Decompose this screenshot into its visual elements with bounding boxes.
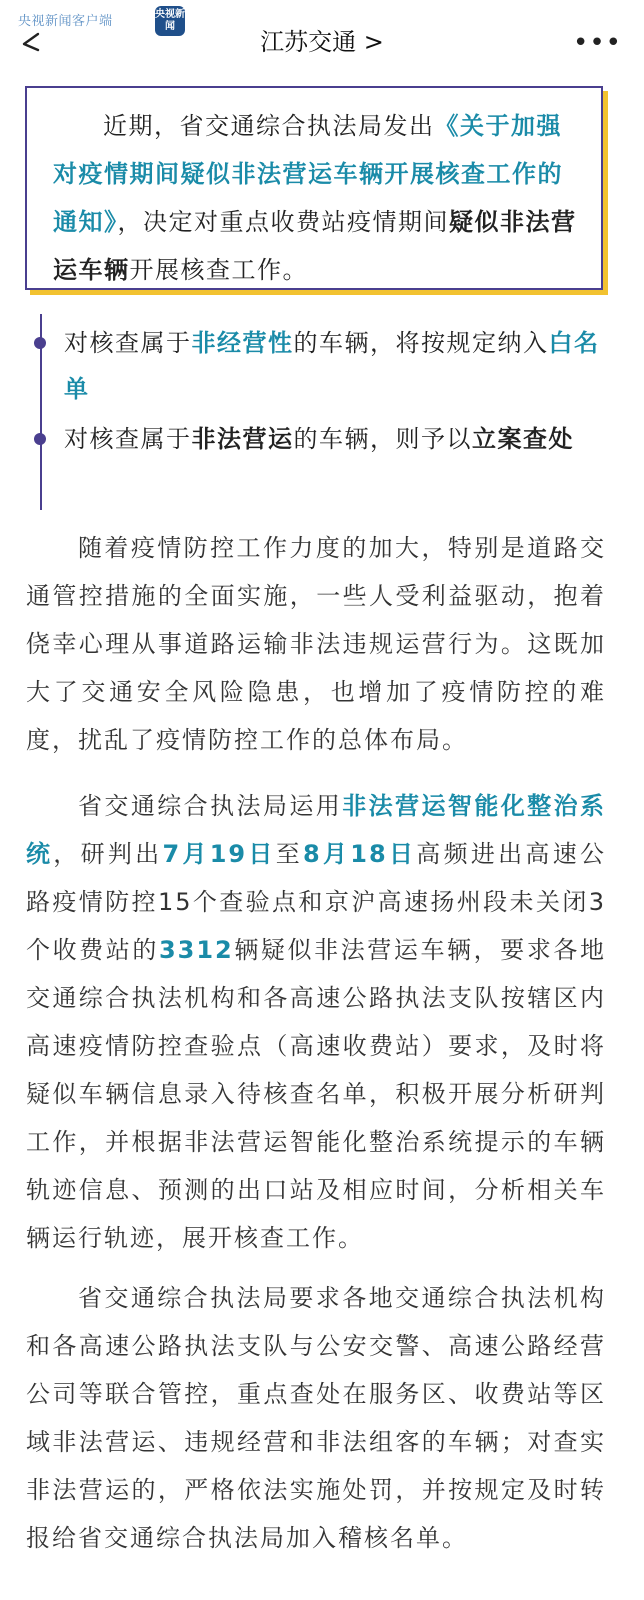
bullet-dot [34, 337, 46, 349]
bullet-highlight: 立案查处 [472, 425, 574, 453]
para-text: 至 [275, 840, 304, 868]
notice-highlight: 疑似非法营运车辆 [53, 208, 577, 284]
more-options-icon[interactable]: ••• [572, 28, 622, 58]
para-text: 辆疑似非法营运车辆，要求各地交通综合执法机构和各高速公路执法支队按辖区内高速疫情防控查验点（高速收费站）要求，及时将疑似车辆信息录入待核查名单，积极开展分析研判工作，并根据非法营运智能化整治系统提示的车辆轨迹信息、预测的出口站及相应时间，分析相关车辆运行轨迹，展开核查工作。 [26, 936, 607, 1252]
bullet-highlight: 非法营运 [191, 425, 294, 453]
notice-text-1: 近期，省交通综合执法局发出 [103, 112, 435, 140]
bullet-text: 对核查属于 [64, 329, 192, 357]
bullet-highlight: 白名单 [64, 329, 600, 403]
system-name-highlight: 非法营运智能化整治系统 [26, 792, 607, 868]
bullet-text: 对核查属于 [64, 425, 192, 453]
cctv-news-logo: 央视新闻 [155, 6, 185, 36]
bullet-item-whitelist [64, 320, 609, 412]
vehicle-count-highlight: 3312 [158, 936, 234, 964]
para-text: 高频进出高速公路疫情防控15个查验点和京沪高速扬州段未关闭3个收费站的 [26, 840, 607, 964]
para-text: ，研判出 [53, 840, 163, 868]
bullet-list [40, 314, 612, 510]
bullet-text: 的车辆，则予以 [293, 425, 472, 453]
paragraph-2 [26, 782, 606, 1262]
notice-text-3: 开展核查工作。 [129, 256, 308, 284]
bullet-item-prosecution [64, 416, 609, 462]
notice-document-title: 《关于加强对疫情期间疑似非法营运车辆开展核查工作的通知》 [53, 112, 563, 236]
account-title[interactable]: 江苏交通 > [260, 28, 384, 56]
bullet-dot [34, 433, 46, 445]
top-bar [0, 0, 644, 70]
para-text: 省交通综合执法局运用 [78, 792, 343, 820]
notice-text-2: ，决定对重点收费站疫情期间 [117, 208, 449, 236]
bullet-text: 的车辆，将按规定纳入 [293, 329, 549, 357]
end-date-highlight: 8月18日 [303, 840, 417, 868]
notice-box [25, 86, 603, 290]
bullet-highlight: 非经营性 [191, 329, 294, 357]
paragraph-3: 省交通综合执法局要求各地交通综合执法机构和各高速公路执法支队与公安交警、高速公路经营公司等联合管控，重点查处在服务区、收费站等区域非法营运、违规经营和非法组客的车辆；对查实非法营运的，严格依法实施处罚，并按规定及时转报给省交通综合执法局加入稽核名单。 [26, 1284, 606, 1552]
watermark-text: 央视新闻客户端 [18, 14, 113, 29]
start-date-highlight: 7月19日 [162, 840, 276, 868]
paragraph-1: 随着疫情防控工作力度的加大，特别是道路交通管控措施的全面实施，一些人受利益驱动，抱着侥幸心理从事道路运输非法违规运营行为。这既加大了交通安全风险隐患，也增加了疫情防控的难度，扰乱了疫情防控工作的总体布局。 [26, 534, 606, 754]
